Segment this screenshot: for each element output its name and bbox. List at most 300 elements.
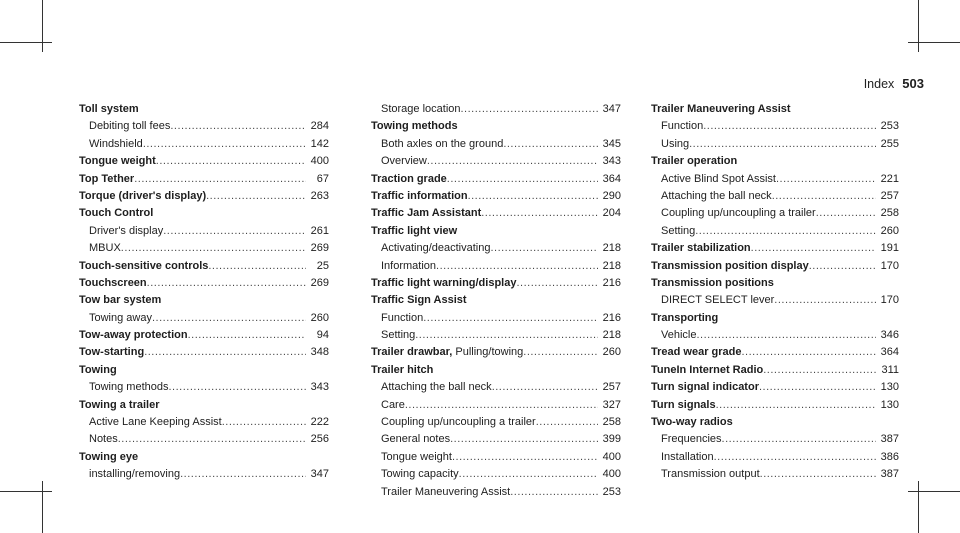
page-ref: 170	[880, 259, 899, 272]
page-ref: 253	[880, 120, 899, 133]
entry-term	[381, 101, 461, 118]
dot-leader	[490, 240, 598, 257]
dot-leader	[461, 101, 599, 118]
entry-term	[371, 188, 468, 205]
crop-mark	[918, 481, 919, 533]
page-ref: 261	[310, 224, 329, 237]
index-entry	[79, 153, 329, 170]
entry-term	[661, 205, 816, 222]
entry-term	[651, 362, 763, 379]
entry-term-text: Towing methods	[371, 120, 458, 133]
index-subentry	[79, 379, 329, 396]
entry-term	[651, 240, 751, 257]
entry-term	[79, 205, 153, 222]
dot-leader	[118, 431, 306, 448]
index-subentry	[371, 431, 621, 448]
crop-mark	[42, 481, 43, 533]
index-entry	[371, 118, 621, 135]
entry-term	[381, 431, 450, 448]
entry-term-text: Transporting	[651, 311, 719, 324]
page-ref: 130	[880, 381, 899, 394]
dot-leader	[716, 397, 876, 414]
entry-term	[79, 397, 159, 414]
entry-term	[371, 171, 447, 188]
dot-leader	[742, 344, 877, 361]
page-ref: 258	[880, 207, 899, 220]
index-entry	[371, 292, 621, 309]
entry-term-text: Traffic information	[371, 189, 468, 202]
dot-leader	[503, 136, 598, 153]
page-ref: 347	[310, 468, 329, 481]
index-subentry	[651, 431, 899, 448]
index-entry	[651, 344, 899, 361]
dot-leader	[206, 188, 306, 205]
entry-term-text: Traction grade	[371, 172, 447, 185]
entry-term	[79, 258, 208, 275]
entry-term-text: Debiting toll fees	[89, 120, 171, 133]
entry-term	[371, 292, 467, 309]
entry-term	[381, 310, 423, 327]
dot-leader	[776, 171, 876, 188]
entry-term-text: Touchscreen	[79, 276, 147, 289]
dot-leader	[760, 466, 876, 483]
entry-term-text: Trailer drawbar,	[371, 346, 453, 359]
index-entry	[651, 379, 899, 396]
page-ref: 386	[880, 450, 899, 463]
index-subentry	[79, 223, 329, 240]
page-ref: 253	[602, 485, 621, 498]
index-subentry	[79, 431, 329, 448]
dot-leader	[423, 310, 598, 327]
entry-term-text: Towing a trailer	[79, 398, 160, 411]
page-ref: 204	[602, 207, 621, 220]
entry-term	[381, 484, 510, 501]
entry-term	[381, 379, 492, 396]
dot-leader	[516, 275, 598, 292]
index-subentry	[651, 171, 899, 188]
index-entry	[651, 101, 899, 118]
index-subentry	[371, 414, 621, 431]
entry-term	[651, 414, 733, 431]
page-ref: 284	[310, 120, 329, 133]
entry-term	[661, 431, 722, 448]
dot-leader	[751, 240, 876, 257]
entry-term	[79, 344, 144, 361]
dot-leader	[156, 153, 306, 170]
page-ref: 364	[880, 346, 899, 359]
entry-term	[381, 397, 405, 414]
page-ref: 400	[602, 450, 621, 463]
entry-term-text: Trailer Maneuvering Assist	[651, 103, 791, 115]
entry-term-text: Notes	[89, 433, 118, 446]
entry-term	[371, 118, 458, 135]
dot-leader	[809, 258, 876, 275]
dot-leader	[134, 171, 306, 188]
index-subentry	[651, 327, 899, 344]
entry-term-text: Attaching the ball neck	[661, 189, 772, 202]
index-entry	[79, 188, 329, 205]
dot-leader	[208, 258, 306, 275]
page-ref: 400	[602, 468, 621, 481]
index-column-2	[371, 101, 621, 501]
index-entry	[651, 310, 899, 327]
entry-term	[651, 258, 809, 275]
entry-term	[661, 136, 689, 153]
dot-leader	[759, 379, 876, 396]
dot-leader	[121, 240, 306, 257]
entry-term	[89, 466, 180, 483]
dot-leader	[714, 449, 876, 466]
page-ref: 218	[602, 259, 621, 272]
dot-leader	[447, 171, 598, 188]
entry-term-text: Transmission output	[661, 468, 760, 481]
page-ref: 327	[602, 398, 621, 411]
entry-term	[651, 101, 791, 118]
index-subentry	[371, 397, 621, 414]
page-ref: 346	[880, 329, 899, 342]
page-ref: 191	[880, 242, 899, 255]
index-entry	[371, 205, 621, 222]
entry-term-text: TuneIn Internet Radio	[651, 363, 764, 376]
entry-term-text: Towing capacity	[381, 468, 459, 481]
crop-mark	[908, 42, 960, 43]
entry-term	[79, 188, 206, 205]
entry-term-text: Traffic Jam Assistant	[371, 207, 482, 220]
entry-term	[381, 327, 415, 344]
dot-leader	[510, 484, 598, 501]
page-ref: 221	[880, 172, 899, 185]
index-subentry	[651, 223, 899, 240]
entry-term-text: Setting	[661, 224, 696, 237]
entry-term	[371, 344, 523, 361]
entry-term	[79, 275, 147, 292]
entry-term	[89, 240, 121, 257]
index-entry	[371, 344, 621, 361]
entry-term-text: Activating/deactivating	[381, 242, 491, 255]
entry-term-text: Transmission positions	[651, 276, 774, 289]
entry-term	[381, 153, 427, 170]
dot-leader	[170, 118, 306, 135]
entry-term-text: Using	[661, 137, 690, 150]
entry-term-text: Touch-sensitive controls	[79, 259, 209, 272]
dot-leader	[163, 223, 306, 240]
entry-term-text: Function	[661, 120, 704, 133]
entry-term	[371, 362, 433, 379]
dot-leader	[722, 431, 876, 448]
index-column-3	[651, 101, 899, 484]
page-ref: 311	[881, 363, 899, 376]
entry-term-text: Towing	[79, 363, 117, 376]
index-entry	[79, 101, 329, 118]
index-entry	[651, 153, 899, 170]
entry-term-text: Trailer hitch	[371, 363, 434, 376]
entry-term	[381, 414, 536, 431]
entry-term-text: Turn signal indicator	[651, 381, 759, 394]
dot-leader	[492, 379, 598, 396]
index-subentry	[371, 136, 621, 153]
entry-term	[381, 240, 490, 257]
entry-term	[661, 449, 714, 466]
index-entry	[79, 397, 329, 414]
entry-term-text: Tow-starting	[79, 346, 145, 359]
index-entry	[79, 344, 329, 361]
index-subentry	[371, 466, 621, 483]
index-entry	[371, 362, 621, 379]
page-ref: 222	[310, 416, 329, 429]
index-subentry	[79, 240, 329, 257]
entry-term-text: Touch Control	[79, 207, 154, 220]
entry-term-text: Storage location	[381, 103, 461, 115]
dot-leader	[468, 188, 598, 205]
entry-term-text: Active Blind Spot Assist	[661, 172, 776, 185]
index-subentry	[371, 327, 621, 344]
page-header	[864, 76, 924, 91]
entry-term	[79, 449, 138, 466]
index-subentry	[371, 449, 621, 466]
dot-leader	[436, 258, 598, 275]
dot-leader	[481, 205, 598, 222]
dot-leader	[816, 205, 876, 222]
entry-term	[651, 379, 759, 396]
entry-term	[89, 431, 118, 448]
index-subentry	[79, 414, 329, 431]
entry-term	[651, 153, 737, 170]
index-entry	[79, 327, 329, 344]
entry-term-text: General notes	[381, 433, 451, 446]
entry-term-text: Care	[381, 398, 405, 411]
entry-term-text: Tongue weight	[79, 155, 156, 168]
index-subentry	[371, 240, 621, 257]
index-entry	[651, 240, 899, 257]
entry-term-text: Active Lane Keeping Assist	[89, 416, 222, 429]
page-ref: 290	[602, 189, 621, 202]
entry-term-text: installing/removing	[89, 468, 181, 481]
entry-term-text: Coupling up/uncoupling a trailer	[381, 416, 536, 429]
entry-term-text: Windshield	[89, 137, 143, 150]
index-subentry	[371, 310, 621, 327]
crop-mark	[0, 42, 52, 43]
entry-term-text: DIRECT SELECT lever	[661, 294, 775, 307]
entry-term	[651, 397, 716, 414]
entry-term-text: Towing methods	[89, 381, 169, 394]
dot-leader	[450, 431, 598, 448]
entry-term	[381, 449, 452, 466]
entry-term-text: Torque (driver's display)	[79, 189, 207, 202]
dot-leader	[452, 449, 598, 466]
dot-leader	[169, 379, 307, 396]
entry-term-text: Tow bar system	[79, 294, 162, 307]
entry-term-text: Trailer operation	[651, 155, 738, 168]
page-number: 503	[902, 76, 924, 91]
index-subentry	[651, 205, 899, 222]
index-entry	[651, 258, 899, 275]
page-ref: 364	[602, 172, 621, 185]
entry-term-text: Information	[381, 259, 437, 272]
entry-term-text: Traffic light view	[371, 224, 458, 237]
entry-term	[89, 118, 170, 135]
entry-term	[371, 223, 457, 240]
dot-leader	[772, 188, 876, 205]
dot-leader	[763, 362, 876, 379]
index-subentry	[651, 188, 899, 205]
entry-term-text: Frequencies	[661, 433, 722, 446]
dot-leader	[144, 344, 306, 361]
entry-term-text: Overview	[381, 155, 427, 168]
entry-term-text: Tongue weight	[381, 450, 452, 463]
entry-term-text: Two-way radios	[651, 416, 733, 429]
entry-term	[89, 379, 169, 396]
page-ref: 258	[602, 416, 621, 429]
entry-term	[661, 118, 703, 135]
entry-term-text: Top Tether	[79, 172, 135, 185]
index-column-1	[79, 101, 329, 484]
dot-leader	[703, 118, 876, 135]
entry-term	[79, 171, 134, 188]
page-ref: 25	[316, 259, 329, 272]
page-ref: 130	[880, 398, 899, 411]
page-ref: 343	[310, 381, 329, 394]
page-ref: 347	[602, 103, 621, 115]
page-ref: 218	[602, 329, 621, 342]
index-subentry	[371, 153, 621, 170]
page-ref: 269	[310, 276, 329, 289]
dot-leader	[415, 327, 598, 344]
entry-term	[381, 136, 503, 153]
entry-term	[651, 275, 774, 292]
entry-term-text: Trailer Maneuvering Assist	[381, 485, 511, 498]
page-ref: 257	[880, 189, 899, 202]
index-entry	[371, 171, 621, 188]
entry-term	[651, 344, 742, 361]
index-subentry	[651, 118, 899, 135]
index-subentry	[651, 466, 899, 483]
index-subentry	[79, 136, 329, 153]
dot-leader	[405, 397, 598, 414]
entry-term-suffix: Pulling/towing	[452, 346, 524, 359]
page-ref: 400	[310, 155, 329, 168]
index-entry	[79, 205, 329, 222]
index-subentry	[371, 484, 621, 501]
crop-mark	[918, 0, 919, 52]
page-ref: 343	[602, 155, 621, 168]
page-ref: 216	[602, 311, 621, 324]
index-subentry	[371, 379, 621, 396]
page-ref: 260	[880, 224, 899, 237]
entry-term	[79, 327, 188, 344]
dot-leader	[152, 310, 306, 327]
dot-leader	[689, 136, 876, 153]
page-ref: 348	[310, 346, 329, 359]
index-entry	[79, 171, 329, 188]
page-ref: 387	[880, 468, 899, 481]
entry-term-text: Transmission position display	[651, 259, 809, 272]
dot-leader	[536, 414, 598, 431]
page-ref: 387	[880, 433, 899, 446]
index-entry	[371, 275, 621, 292]
page-ref: 94	[316, 329, 329, 342]
entry-term-text: Both axles on the ground	[381, 137, 504, 150]
dot-leader	[147, 275, 306, 292]
dot-leader	[774, 292, 876, 309]
page-ref: 260	[602, 346, 621, 359]
page-ref: 256	[310, 433, 329, 446]
dot-leader	[696, 327, 876, 344]
index-entry	[79, 449, 329, 466]
entry-term-text: Driver's display	[89, 224, 164, 237]
page-ref: 67	[316, 172, 329, 185]
entry-term	[661, 188, 772, 205]
entry-term-text: Traffic light warning/display	[371, 276, 517, 289]
entry-term	[661, 466, 760, 483]
entry-term	[79, 101, 139, 118]
entry-term-text: Vehicle	[661, 329, 697, 342]
entry-term	[89, 223, 163, 240]
entry-term	[79, 292, 161, 309]
index-subentry	[79, 466, 329, 483]
index-entry	[651, 414, 899, 431]
entry-term	[661, 292, 774, 309]
index-entry	[371, 223, 621, 240]
entry-term-text: MBUX	[89, 242, 121, 255]
index-entry	[79, 258, 329, 275]
entry-term	[381, 258, 436, 275]
entry-term-text: Traffic Sign Assist	[371, 294, 467, 307]
crop-mark	[42, 0, 43, 52]
index-entry	[651, 362, 899, 379]
page-ref: 255	[880, 137, 899, 150]
index-subentry	[371, 258, 621, 275]
index-subentry	[371, 101, 621, 118]
entry-term	[661, 327, 696, 344]
index-subentry	[651, 292, 899, 309]
page-ref: 170	[880, 294, 899, 307]
entry-term-text: Function	[381, 311, 424, 324]
index-entry	[79, 275, 329, 292]
page-ref: 269	[310, 242, 329, 255]
entry-term	[89, 310, 152, 327]
page-ref: 216	[602, 276, 621, 289]
entry-term-text: Tow-away protection	[79, 329, 188, 342]
entry-term-text: Installation	[661, 450, 714, 463]
entry-term	[661, 223, 695, 240]
index-entry	[371, 188, 621, 205]
entry-term	[89, 136, 143, 153]
entry-term	[371, 275, 516, 292]
crop-mark	[908, 491, 960, 492]
index-subentry	[79, 310, 329, 327]
section-title: Index	[863, 77, 895, 91]
entry-term	[89, 414, 222, 431]
page-ref: 257	[602, 381, 621, 394]
index-entry	[79, 292, 329, 309]
dot-leader	[143, 136, 306, 153]
entry-term-text: Towing away	[89, 311, 152, 324]
entry-term-text: Toll system	[79, 103, 139, 115]
dot-leader	[427, 153, 598, 170]
entry-term	[661, 171, 776, 188]
entry-term	[371, 205, 481, 222]
entry-term-text: Towing eye	[79, 450, 139, 463]
entry-term	[79, 153, 156, 170]
page-ref: 260	[310, 311, 329, 324]
dot-leader	[188, 327, 306, 344]
entry-term-text: Tread wear grade	[651, 346, 742, 359]
dot-leader	[695, 223, 876, 240]
dot-leader	[523, 344, 598, 361]
entry-term-text: Setting	[381, 329, 416, 342]
index-entry	[651, 397, 899, 414]
index-subentry	[651, 449, 899, 466]
